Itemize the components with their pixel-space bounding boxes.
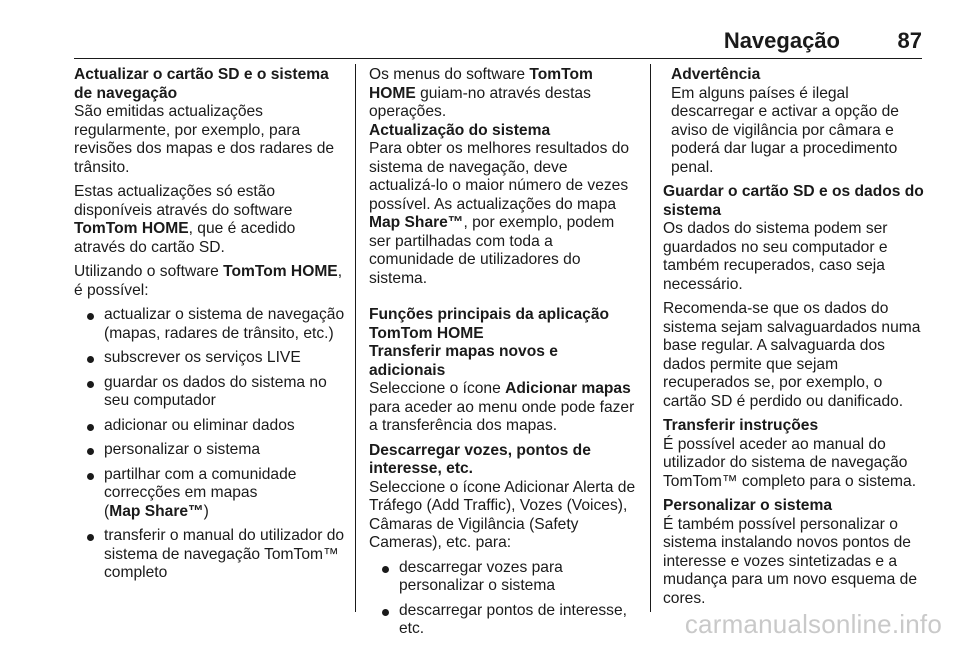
paragraph: São emitidas actualizações regularmente, por exemplo, para revisões dos mapas e dos radares de trânsito. (74, 103, 335, 176)
column-1 (74, 66, 346, 589)
paragraph (74, 263, 346, 300)
warning-text: Em alguns países é ilegal descarregar e activar a opção de aviso de vigilância por câmara e poderá dar lugar a procedimento penal. (671, 84, 899, 176)
software-name: TomTom HOME (223, 263, 338, 280)
text: , é possível: (74, 263, 343, 299)
list-item-text: personalizar o sistema (104, 441, 261, 458)
list-item-text: partilhar com a comunidade correcções em mapas (104, 465, 297, 501)
paragraph: É também possível personalizar o sistema instalando novos pontos de interesse e vozes sintetizadas e a mudança para um novo esquema de cores. (663, 515, 917, 607)
list-item (74, 527, 346, 583)
bullet-list (369, 559, 637, 639)
section-heading: Descarregar vozes, pontos de interesse, etc. (369, 441, 591, 477)
column-2 (369, 66, 637, 645)
list-item (74, 441, 346, 460)
bullet-icon (87, 424, 94, 431)
paragraph (369, 66, 637, 122)
section-heading: Personalizar o sistema (663, 497, 833, 514)
software-name: TomTom HOME (74, 220, 189, 237)
list-item-text: adicionar ou eliminar dados (104, 416, 295, 434)
section-heading: Actualizar o cartão SD e o sistema de navegação (74, 66, 329, 102)
column-divider (650, 64, 651, 612)
paragraph: Seleccione o ícone Adicionar Alerta de Tráfego (Add Traffic), Vozes (Voices), Câmaras de Vigilância (Safety Cameras), etc. para: (369, 478, 636, 551)
list-item-text: subscrever os serviços LIVE (104, 349, 301, 366)
section-heading: Transferir instruções (663, 417, 819, 434)
text: , por exemplo, podem ser partilhadas com toda a comunidade de utilizadores do sistema. (369, 214, 615, 287)
bullet-icon (87, 473, 94, 480)
text: , que é acedido através do cartão SD. (74, 220, 296, 256)
feature-name: Map Share™ (109, 502, 204, 520)
paragraph (369, 140, 637, 288)
list-item (369, 559, 637, 596)
list-item (74, 349, 346, 368)
icon-name: Adicionar mapas (505, 380, 631, 397)
page-title: Navegação (723, 28, 840, 53)
page-header (74, 18, 922, 59)
page-number: 87 (897, 28, 922, 53)
text: guiam-no através destas operações. (369, 84, 591, 120)
column-3 (663, 66, 927, 614)
warning-heading: Advertência (671, 66, 761, 83)
text: Utilizando o software (74, 263, 224, 280)
text: ) (203, 502, 209, 520)
list-item-text: guardar os dados do sistema no seu computador (104, 373, 327, 409)
feature-name: Map Share™ (369, 214, 464, 231)
bullet-icon (87, 534, 94, 541)
bullet-icon (87, 313, 94, 320)
column-divider (355, 64, 356, 612)
paragraph (74, 183, 346, 257)
warning-box (663, 66, 927, 177)
list-item (74, 417, 346, 436)
text: Seleccione o ícone (369, 380, 506, 397)
list-item (74, 466, 346, 522)
list-item-text: descarregar vozes para personalizar o sistema (399, 558, 563, 594)
spacer (369, 288, 637, 306)
paragraph: Os dados do sistema podem ser guardados no seu computador e também recuperados, caso seja necessário. (663, 220, 888, 293)
list-item-text: descarregar pontos de interesse, etc. (399, 601, 627, 637)
list-item (74, 374, 346, 411)
software-name: TomTom HOME (369, 66, 593, 102)
list-item (369, 602, 637, 639)
paragraph: Recomenda-se que os dados do sistema sejam salvaguardados numa base regular. A salvaguarda dos dados permite que sejam recuperados se, por exemplo, o cartão SD é perdido ou danificado. (663, 300, 921, 410)
watermark: carmanualsonline.info (684, 609, 942, 639)
section-heading: Actualização do sistema (369, 121, 551, 139)
text: Estas actualizações só estão disponíveis através do software (74, 183, 293, 219)
bullet-icon (382, 609, 389, 616)
section-heading: Guardar o cartão SD e os dados do sistema (663, 183, 924, 219)
text: Para obter os melhores resultados do sistema de navegação, deve actualizá-lo o maior número de vezes possível. As actualizações do mapa (369, 140, 630, 213)
list-item (74, 306, 346, 343)
section-heading: Funções principais da aplicação TomTom HOME (369, 306, 610, 342)
text: ( (104, 502, 110, 520)
bullet-icon (87, 381, 94, 388)
paragraph (369, 380, 637, 436)
bullet-icon (87, 356, 94, 363)
text: para aceder ao menu onde pode fazer a transferência dos mapas. (369, 398, 635, 434)
paragraph: É possível aceder ao manual do utilizador do sistema de navegação TomTom™ completo para o sistema. (663, 435, 917, 490)
bullet-icon (87, 448, 94, 455)
list-item-text: actualizar o sistema de navegação (mapas, radares de trânsito, etc.) (104, 306, 345, 342)
bullet-list (74, 306, 346, 583)
bullet-icon (382, 566, 389, 573)
text: Os menus do software (369, 66, 530, 83)
section-heading: Transferir mapas novos e adicionais (369, 343, 558, 379)
list-item-text: transferir o manual do utilizador do sistema de navegação TomTom™ completo (104, 527, 345, 581)
